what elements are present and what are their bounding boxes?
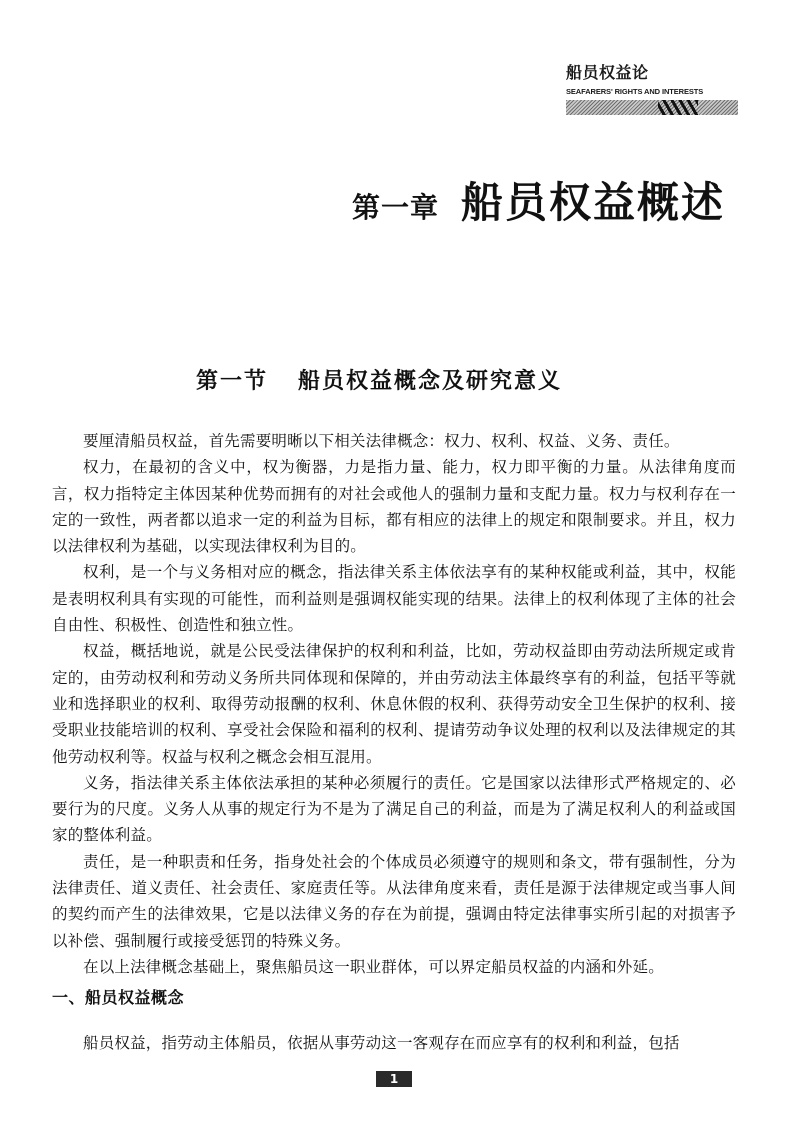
paragraph: 义务，指法律关系主体依法承担的某种必须履行的责任。它是国家以法律形式严格规定的、必要行为的尺度。义务人从事的规定行为不是为了满足自己的利益，而是为了满足权利人的利益或国家的整体利益。 [52, 773, 736, 845]
paragraph: 责任，是一种职责和任务，指身处社会的个体成员必须遵守的规则和条文，带有强制性，分为法律责任、道义责任、社会责任、家庭责任等。从法律角度来看，责任是源于法律规定或当事人间的契约而产生的法律效果，它是以法律义务的存在为前提，强调由特定法律事实所引起的对损害予以补偿、强制履行或接受惩罚的特殊义务。 [52, 852, 736, 950]
paragraph: 权益，概括地说，就是公民受法律保护的权利和利益，比如，劳动权益即由劳动法所规定或肯定的，由劳动权利和劳动义务所共同体现和保障的，并由劳动法主体最终享有的利益，包括平等就业和选择职业的权利、取得劳动报酬的权利、休息休假的权利、获得劳动安全卫生保护的权利、接受职业技能培训的权利、享受社会保险和福利的权利、提请劳动争议处理的权利以及法律规定的其他劳动权利等。权益与权利之概念会相互混用。 [52, 642, 736, 766]
paragraph: 权利，是一个与义务相对应的概念，指法律关系主体依法享有的某种权能或利益，其中，权能是表明权利具有实现的可能性，而利益则是强调权能实现的结果。法律上的权利体现了主体的社会自由性、积极性、创造性和独立性。 [52, 563, 736, 635]
paragraph: 要厘清船员权益，首先需要明晰以下相关法律概念：权力、权利、权益、义务、责任。 [83, 432, 680, 450]
section-title: 船员权益概念及研究意义 [298, 368, 563, 394]
running-header-title: 船员权益论 [566, 63, 649, 82]
section-heading [196, 364, 562, 395]
chapter-number: 第一章 [352, 191, 440, 224]
paragraph: 在以上法律概念基础上，聚焦船员这一职业群体，可以界定船员权益的内涵和外延。 [83, 957, 664, 976]
running-header-subtitle: SEAFARERS' RIGHTS AND INTERESTS [566, 87, 704, 96]
paragraph: 权力，在最初的含义中，权为衡器，力是指力量、能力，权力即平衡的力量。从法律角度而言，权力指特定主体因某种优势而拥有的对社会或他人的强制力量和支配力量。权力与权利存在一定的一致性，两者都以追求一定的利益为目标，都有相应的法律上的规定和限制要求。并且，权力以法律权利为基础，以实现法律权利为目的。 [52, 458, 736, 556]
chapter-heading [352, 170, 725, 230]
header-slash-marks [658, 100, 698, 115]
subsection-heading: 一、船员权益概念 [52, 988, 185, 1007]
chapter-title: 船员权益概述 [461, 178, 726, 227]
paragraph-continued: 船员权益，指劳动主体船员，依据从事劳动这一客观存在而应享有的权利和利益，包括 [83, 1034, 680, 1052]
section-number: 第一节 [196, 368, 269, 394]
header-decorative-bar [566, 100, 738, 115]
body-text [52, 428, 736, 980]
page-number: 1 [376, 1071, 412, 1087]
